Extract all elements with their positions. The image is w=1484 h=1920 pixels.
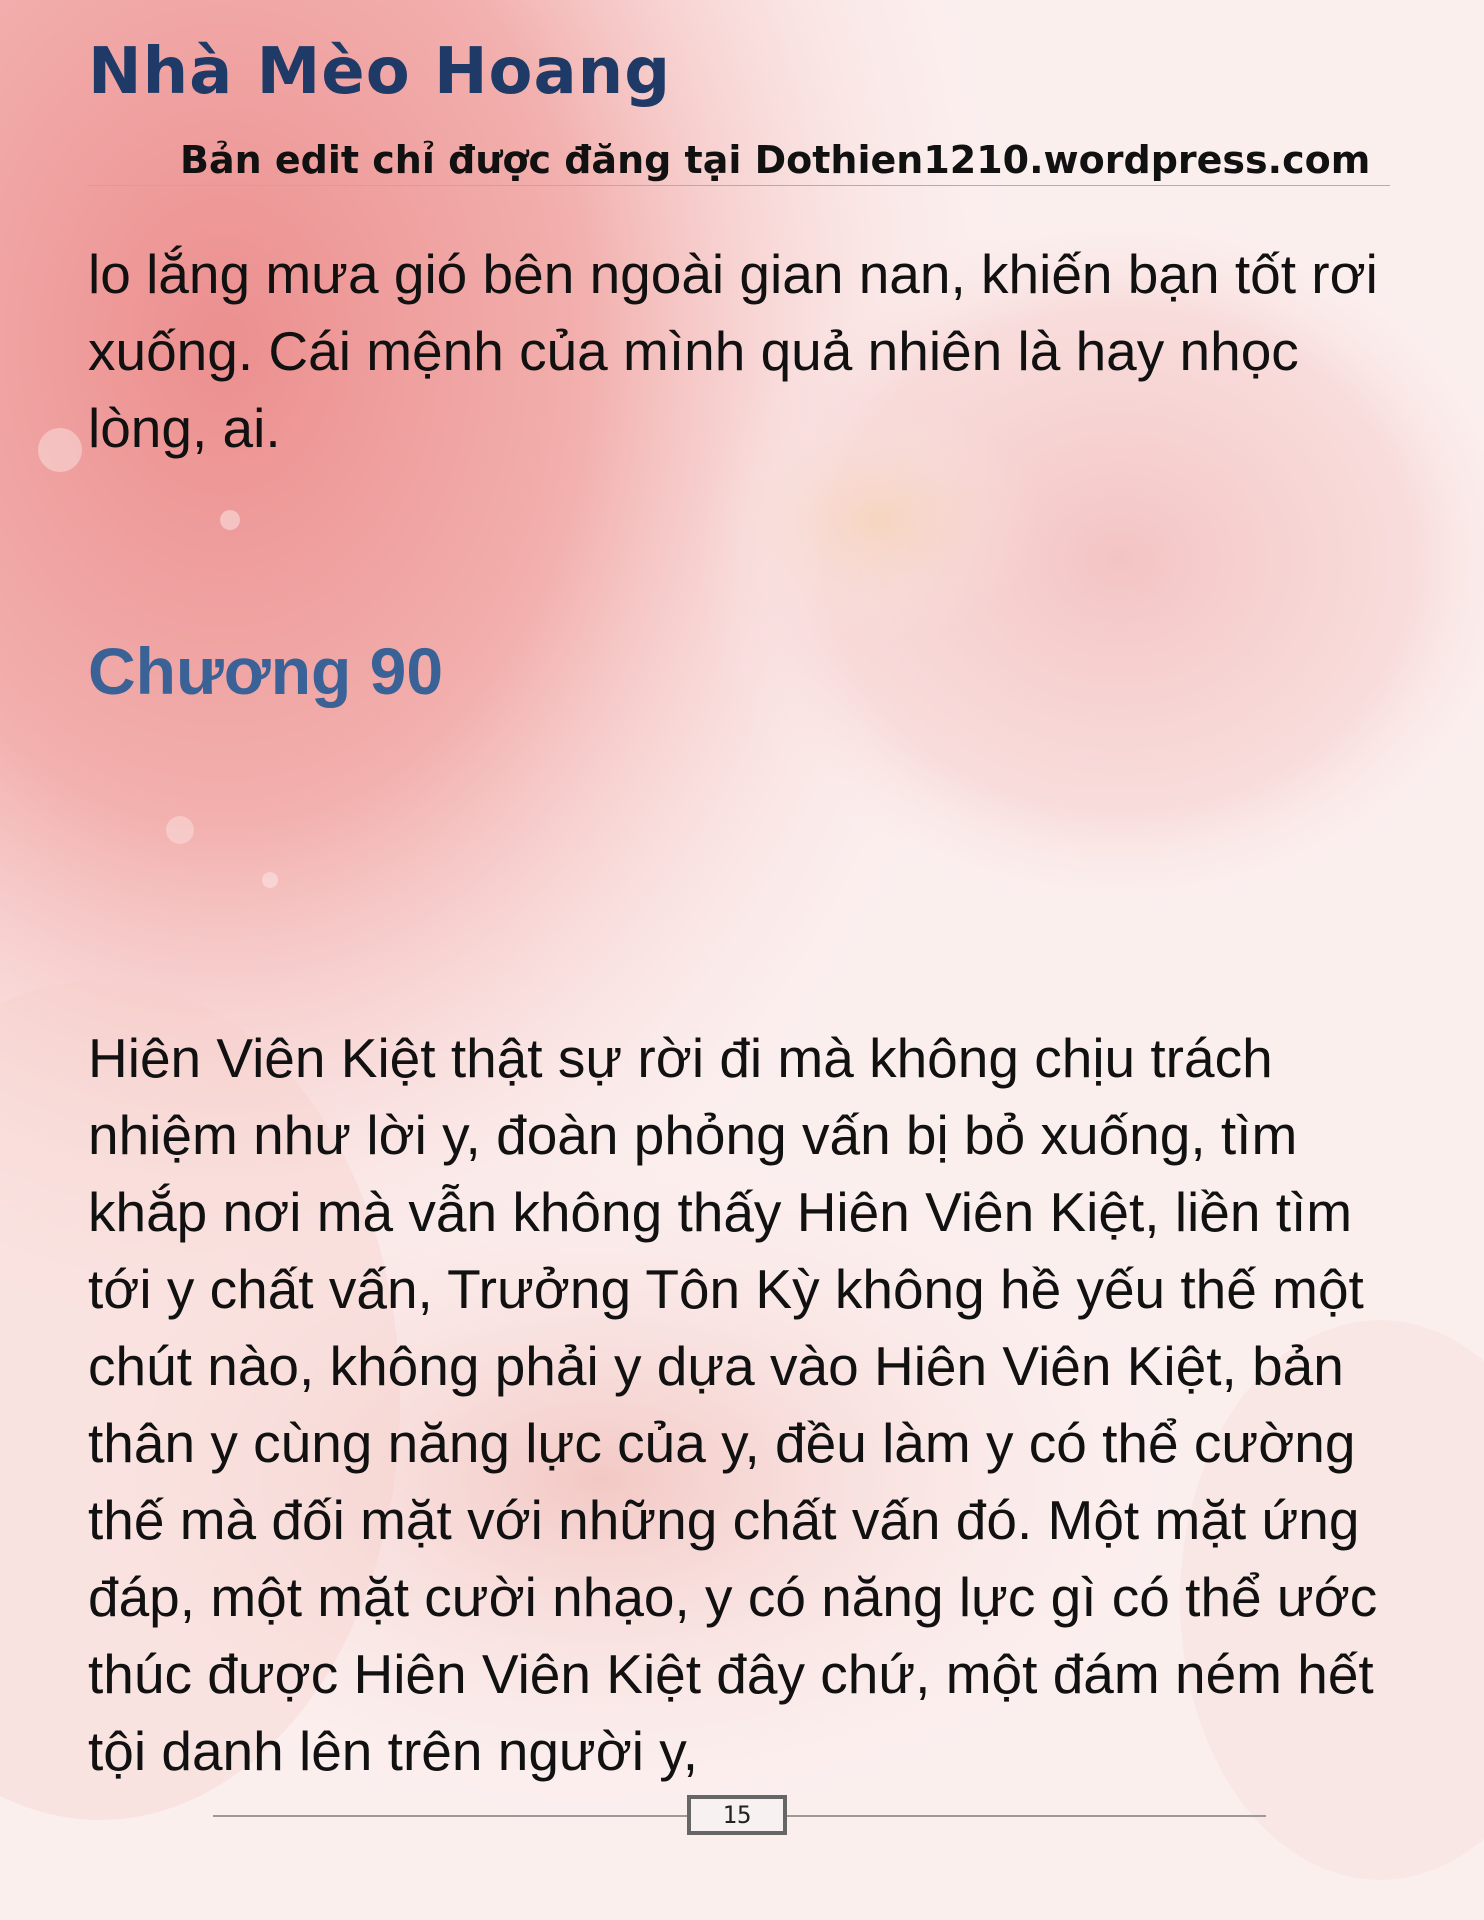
site-title: Nhà Mèo Hoang — [88, 35, 672, 109]
body-paragraph: lo lắng mưa gió bên ngoài gian nan, khiến bạn tốt rơi xuống. Cái mệnh của mình quả nhiên là hay nhọc lòng, ai. — [88, 243, 1378, 459]
publication-notice: Bản edit chỉ được đăng tại Dothien1210.wordpress.com — [180, 138, 1371, 182]
header-divider — [88, 185, 1390, 186]
page-number: 15 — [687, 1795, 787, 1835]
body-paragraph: Hiên Viên Kiệt thật sự rời đi mà không chịu trách nhiệm như lời y, đoàn phỏng vấn bị bỏ xuống, tìm khắp nơi mà vẫn không thấy Hiên Viên Kiệt, liền tìm tới y chất vấn, Trưởng Tôn Kỳ không hề yếu thế một chút nào, không phải y dựa vào Hiên Viên Kiệt, bản thân y cùng năng lực của y, đều làm y có thể cường thế mà đối mặt với những chất vấn đó. Một mặt ứng đáp, một mặt cười nhạo, y có năng lực gì có thể ước thúc được Hiên Viên Kiệt đây chứ, một đám ném hết tội danh lên trên người y, — [88, 1027, 1378, 1782]
chapter-heading: Chương 90 — [88, 634, 444, 708]
